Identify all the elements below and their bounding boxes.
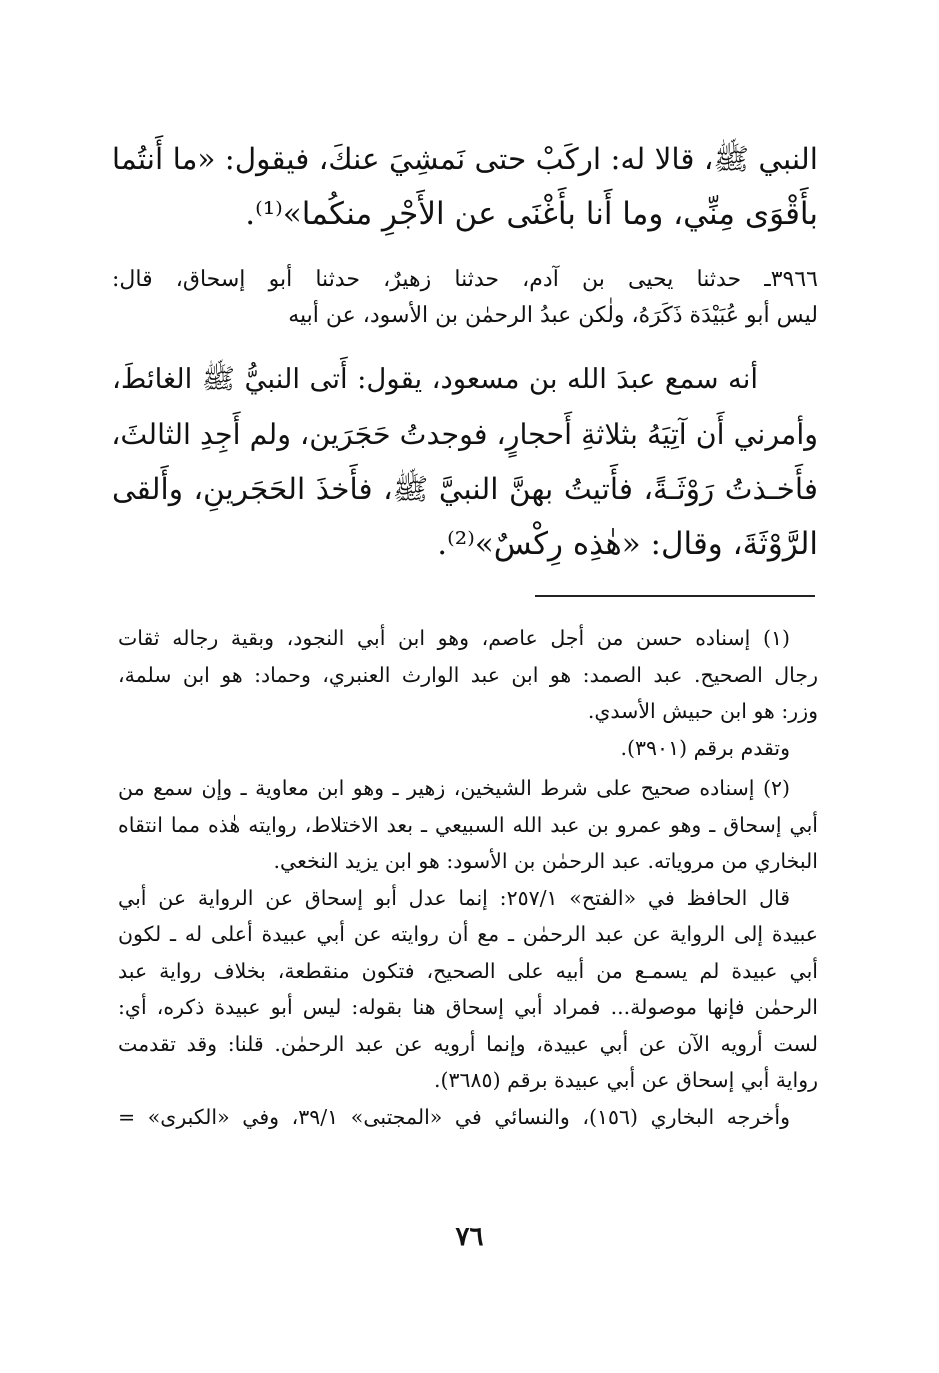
footnote-line: أبي عبيدة لم يسمـع من أبيه على الصحيح، فتكون منقطعة، بخلاف رواية عبد (118, 958, 818, 983)
hadith-3966-chain (112, 262, 818, 334)
text-line: النبي ﷺ، قالا له: اركَبْ حتى نَمشِيَ عنكَ، فيقول: «ما أَنتُما (111, 142, 818, 176)
footnote-2 (118, 770, 818, 1135)
footnote-separator (535, 595, 815, 597)
footnote-line: وزر: هو ابن حبيش الأسدي. (587, 699, 818, 723)
hadith-3966-text (112, 352, 818, 572)
footnote-line: البخاري من مروياته. عبد الرحمٰن بن الأسود: هو ابن يزيد النخعي. (273, 849, 818, 873)
footnote-line: أبي إسحاق ـ وهو عمرو بن عبد الله السبيعي ـ بعد الاختلاط، روايته هٰذه مما انتقاه (118, 812, 818, 837)
text-line: ليس أبو عُبَيْدَة ذَكَرَهُ، ولٰكن عبدُ الرحمٰن بن الأسود، عن أبيه (288, 303, 818, 328)
footnote-line: لست أرويه الآن عن أبي عبيدة، وإنما أرويه عن عبد الرحمٰن. قلنا: وقد تقدمت (118, 1031, 818, 1056)
text-line: وأمرني أَن آتِيَهُ بثلاثةِ أَحجارٍ، فوجدتُ حَجَرَين، ولم أَجِدِ الثالثَ، (111, 418, 818, 451)
text-line: أنه سمع عبدَ الله بن مسعود، يقول: أَتى النبيُّ ﷺ الغائطَ، (112, 363, 758, 395)
footnote-line: وأخرجه البخاري (١٥٦)، والنسائي في «المجتبى» ٣٩/١، وفي «الكبرى» = (118, 1104, 790, 1129)
text-line: بأَقْوَى مِنِّي، وما أَنا بأَغْنَى عن الأَجْرِ منكُما»⁽¹⁾. (245, 196, 818, 232)
footnote-1 (118, 620, 818, 766)
footnote-line: وتقدم برقم (٣٩٠١). (620, 735, 790, 760)
footnote-line: عبيدة إلى الرواية عن عبد الرحمٰن ـ مع أن روايته عن أبي عبيدة أعلى له ـ لكون (118, 922, 818, 946)
text-line: فأَخـذتُ رَوْثَـةً، فأَتيتُ بهنَّ النبيَّ ﷺ، فأَخذَ الحَجَرينِ، وأَلقى (112, 472, 818, 506)
text-line: ٣٩٦٦ـ حدثنا يحيى بن آدم، حدثنا زهيرٌ، حدثنا أبو إسحاق، قال: (112, 267, 818, 292)
footnote-line: رجال الصحيح. عبد الصمد: هو ابن عبد الوارث العنبري، وحماد: هو ابن سلمة، (118, 662, 818, 687)
footnote-line: الرحمٰن فإنها موصولة... فمراد أبي إسحاق هنا بقوله: ليس أبو عبيدة ذكره، أي: (118, 995, 818, 1019)
footnote-line: (٢) إسناده صحيح على شرط الشيخين، زهير ـ وهو ابن معاوية ـ وإن سمع من (118, 776, 790, 800)
page-number: ٧٦ (455, 1222, 484, 1252)
text-line: الرَّوْثَةَ، وقال: «هٰذِه رِكْسٌ»⁽²⁾. (437, 526, 818, 562)
main-text-continuation (112, 132, 818, 242)
footnote-line: (١) إسناده حسن من أجل عاصم، وهو ابن أبي النجود، وبقية رجاله ثقات (118, 626, 790, 650)
footnote-line: رواية أبي إسحاق عن أبي عبيدة برقم (٣٦٨٥). (434, 1068, 818, 1092)
footnote-line: قال الحافظ في «الفتح» ٢٥٧/١: إنما عدل أبو إسحاق عن الرواية عن أبي (118, 885, 790, 910)
